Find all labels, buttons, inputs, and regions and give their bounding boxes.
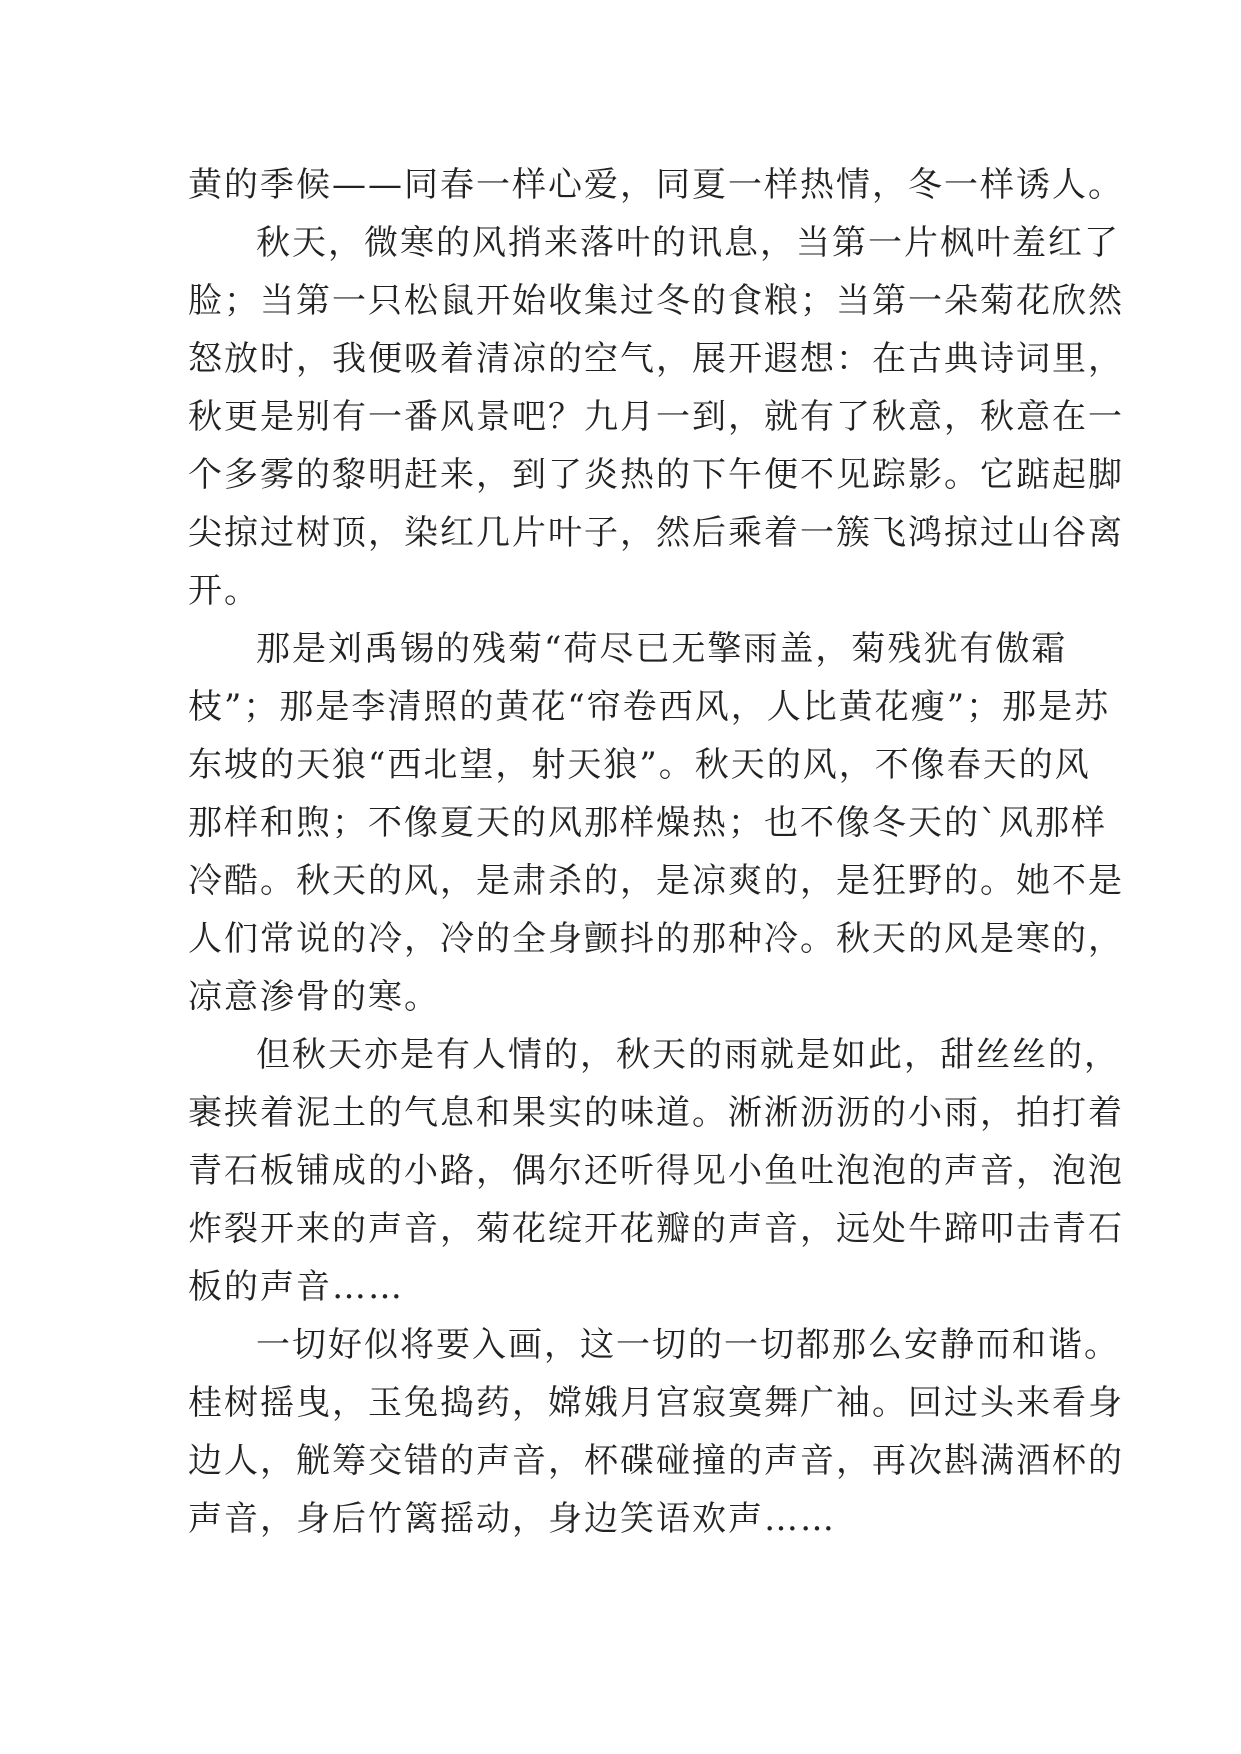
text-line: 板的声音……	[188, 1267, 404, 1307]
text-line: 声音，身后竹篱摇动，身边笑语欢声……	[188, 1499, 836, 1539]
document-body	[188, 156, 1124, 1548]
text-line: 炸裂开来的声音，菊花绽开花瓣的声音，远处牛蹄叩击青石	[188, 1209, 1124, 1249]
paragraph-first-line: 但秋天亦是有人情的，秋天的雨就是如此，甜丝丝的，	[256, 1035, 1120, 1075]
text-line: 桂树摇曳，玉兔捣药，嫦娥月宫寂寞舞广袖。回过头来看身	[188, 1383, 1124, 1423]
paragraph-first-line: 秋天，微寒的风捎来落叶的讯息，当第一片枫叶羞红了	[256, 223, 1120, 263]
paragraph-first-line: 那是刘禹锡的残菊“荷尽已无擎雨盖，菊残犹有傲霜	[256, 629, 1068, 669]
text-line: 边人，觥筹交错的声音，杯碟碰撞的声音，再次斟满酒杯的	[188, 1441, 1124, 1481]
text-line: 怒放时，我便吸着清凉的空气，展开遐想：在古典诗词里，	[188, 339, 1124, 379]
paragraph-first-line: 一切好似将要入画，这一切的一切都那么安静而和谐。	[256, 1325, 1120, 1365]
text-line: 青石板铺成的小路，偶尔还听得见小鱼吐泡泡的声音，泡泡	[188, 1151, 1124, 1191]
text-line: 枝”；那是李清照的黄花“帘卷西风，人比黄花瘦”；那是苏	[188, 687, 1111, 727]
text-line: 人们常说的冷，冷的全身颤抖的那种冷。秋天的风是寒的，	[188, 919, 1124, 959]
text-line: 凉意渗骨的寒。	[188, 977, 440, 1017]
text-line: 尖掠过树顶，染红几片叶子，然后乘着一簇飞鸿掠过山谷离	[188, 513, 1124, 553]
text-line: 黄的季候——同春一样心爱，同夏一样热情，冬一样诱人。	[188, 165, 1124, 205]
text-line: 开。	[188, 571, 260, 611]
text-line: 冷酷。秋天的风，是肃杀的，是凉爽的，是狂野的。她不是	[188, 861, 1124, 901]
text-line: 那样和煦；不像夏天的风那样燥热；也不像冬天的`风那样	[188, 803, 1107, 843]
text-line: 秋更是别有一番风景吧？九月一到，就有了秋意，秋意在一	[188, 397, 1124, 437]
text-line: 个多雾的黎明赶来，到了炎热的下午便不见踪影。它踮起脚	[188, 455, 1124, 495]
text-line: 裹挟着泥土的气息和果实的味道。淅淅沥沥的小雨，拍打着	[188, 1093, 1124, 1133]
text-line: 脸；当第一只松鼠开始收集过冬的食粮；当第一朵菊花欣然	[188, 281, 1124, 321]
text-line: 东坡的天狼“西北望，射天狼”。秋天的风，不像春天的风	[188, 745, 1091, 785]
